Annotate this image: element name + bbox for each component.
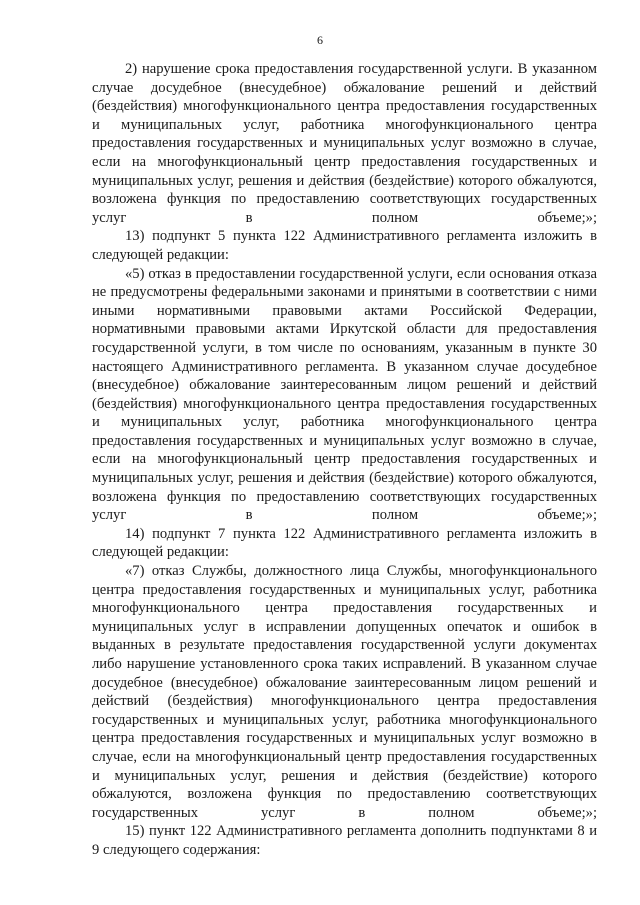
paragraph-item-13: 13) подпункт 5 пункта 122 Административного регламента изложить в следующей редакции: — [92, 228, 597, 263]
paragraph-item-5-quote: «5) отказ в предоставлении государственной услуги, если основания отказа не предусмотрены федеральными законами и принятыми в соответствии с ними иными нормативными правовыми актами Российской Федерации, нормативными правовыми актами Иркутской области для предоставления государственной услуги, в том числе по основаниям, указанным в пункте 30 настоящего Административного регламента. В указанном случае досудебное (внесудебное) обжалование заинтересованным лицом решений и действий (бездействия) многофункционального центра предоставления государственных и муниципальных услуг, работника многофункционального центра предоставления государственных и муниципальных услуг возможно в случае, если на многофункциональный центр предоставления государственных и муниципальных услуг, решения и действия (бездействие) которого обжалуются, возложена функция по предоставлению соответствующих государственных услуг в полном объеме;»; — [92, 265, 597, 524]
page-number: 6 — [317, 33, 323, 47]
paragraph-item-7-quote: «7) отказ Службы, должностного лица Службы, многофункционального центра предоставления государственных и муниципальных услуг, работника многофункционального центра предоставления государственных и муниципальных услуг в исправлении допущенных опечаток и ошибок в выданных в результате предоставления государственной услуги документах либо нарушение установленного срока таких исправлений. В указанном случае досудебное (внесудебное) обжалование заинтересованным лицом решений и действий (бездействия) многофункционального центра предоставления государственных и муниципальных услуг, работника многофункционального центра предоставления государственных и муниципальных услуг возможно в случае, если на многофункциональный центр предоставления государственных и муниципальных услуг, решения и действия (бездействие) которого обжалуются, возложена функция по предоставлению соответствующих государственных услуг в полном объеме;»; — [92, 563, 597, 821]
paragraph-item-14: 14) подпункт 7 пункта 122 Административного регламента изложить в следующей редакции: — [92, 525, 597, 561]
paragraph-item-2: 2) нарушение срока предоставления государственной услуги. В указанном случае досудебное (внесудебное) обжалование решений и действий (бездействия) многофункционального центра предоставления государственных и муниципальных услуг, работника многофункционального центра предоставления государственных и муниципальных услуг возможно в случае, если на многофункциональный центр предоставления государственных и муниципальных услуг, решения и действия (бездействие) которого обжалуются, возложена функция по предоставлению соответствующих государственных услуг в полном объеме;»; — [92, 61, 597, 226]
paragraph-item-15: 15) пункт 122 Административного регламента дополнить подпунктами 8 и 9 следующего содержания: — [92, 823, 597, 858]
document-body — [92, 60, 597, 860]
